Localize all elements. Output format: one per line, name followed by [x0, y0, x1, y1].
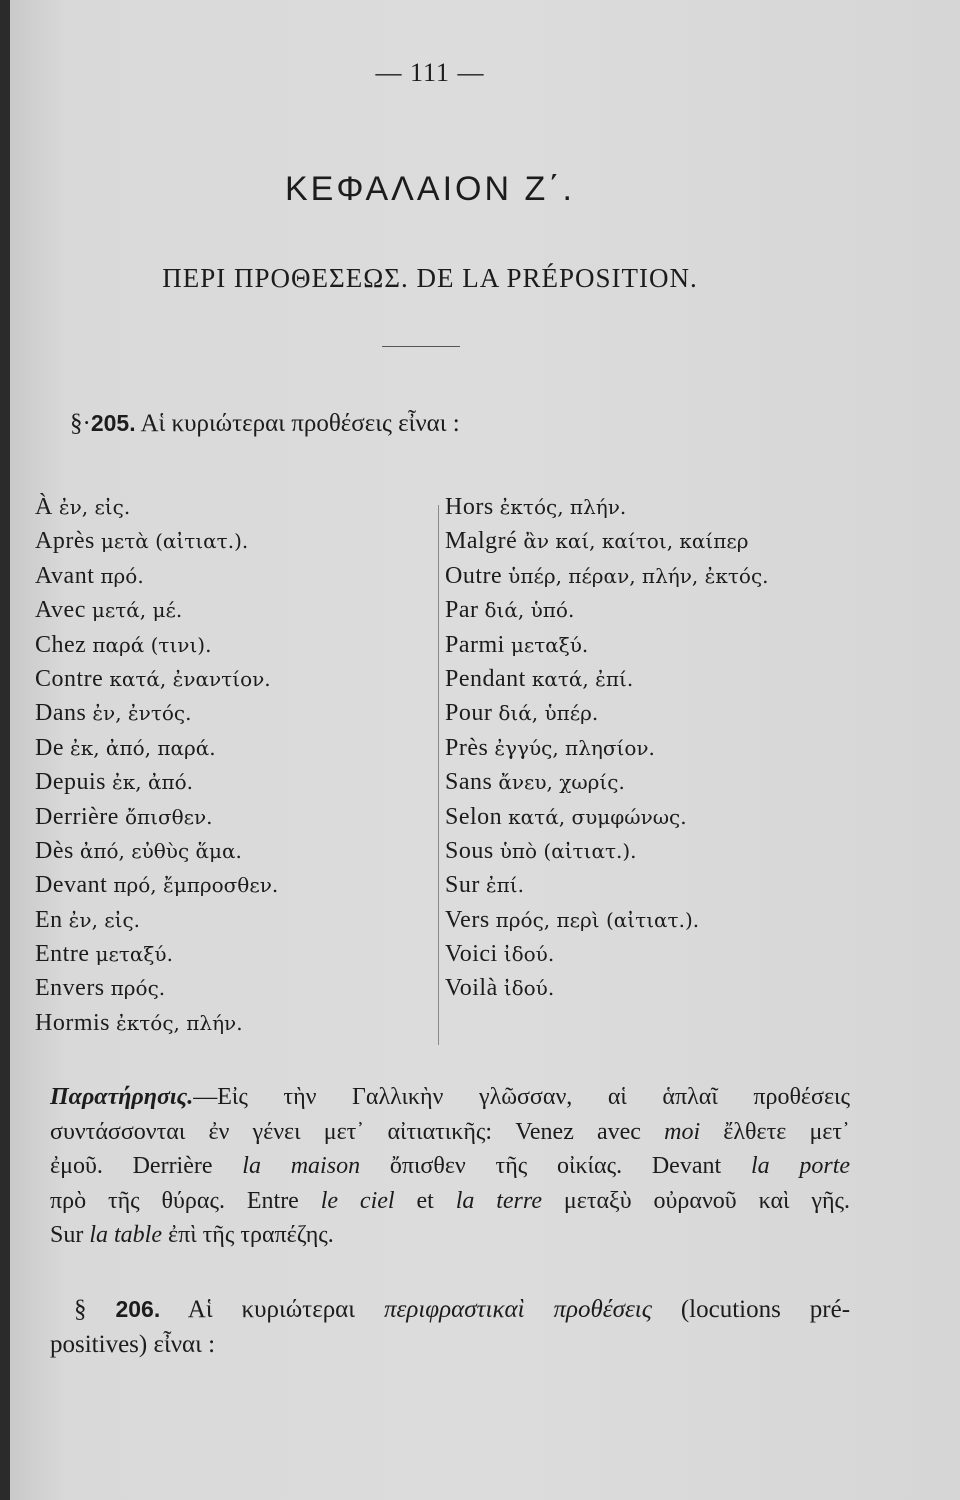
- observation-line-4: πρὸ τῆς θύρας. Entre le ciel et la terre μεταξὺ οὐρανοῦ καὶ γῆς.: [50, 1187, 851, 1214]
- observation-label: Παρατήρησις.: [50, 1084, 194, 1110]
- french-preposition: Dès: [35, 837, 74, 864]
- greek-equivalent: ἰδού.: [503, 976, 555, 1001]
- preposition-entry: [35, 524, 278, 558]
- preposition-entry: [445, 731, 769, 765]
- greek-equivalent: ἐν, εἰς.: [58, 495, 131, 519]
- observation-line-1: Παρατήρησις.—Εἰς τὴν Γαλλικὴν γλῶσσαν, αἱ ἁπλαῖ προθέσεις: [50, 1084, 850, 1110]
- section-206-line-2: positives) εἶναι :: [50, 1331, 216, 1358]
- observation-line-5: Sur la table ἐπὶ τῆς τραπέζης.: [50, 1222, 334, 1248]
- preposition-entry: [445, 868, 769, 902]
- french-preposition: Chez: [35, 631, 87, 658]
- preposition-entry: [445, 696, 769, 730]
- preposition-entry: [35, 971, 278, 1005]
- french-preposition: Envers: [35, 975, 105, 1002]
- section-206-line-1: § 206. Αἱ κυριώτεραι περιφραστικαὶ προθέσεις (locutions pré-: [74, 1296, 851, 1323]
- greek-equivalent: ὑπὸ (αἰτιατ.).: [499, 838, 637, 863]
- preposition-entry: [445, 800, 769, 834]
- book-page: [10, 0, 960, 1500]
- greek-equivalent: ἰδού.: [503, 942, 555, 967]
- preposition-entry: [35, 937, 278, 971]
- french-preposition: Hormis: [35, 1009, 110, 1036]
- french-preposition: Pour: [445, 700, 493, 727]
- preposition-entry: [445, 628, 769, 662]
- french-preposition: De: [35, 734, 64, 761]
- french-preposition: Après: [35, 528, 95, 555]
- preposition-entry: [445, 490, 769, 524]
- greek-equivalent: διά, ὑπέρ.: [498, 701, 599, 726]
- preposition-entry: [35, 800, 278, 834]
- french-preposition: Près: [445, 734, 489, 761]
- section-number: 205.: [90, 410, 136, 436]
- french-preposition: Depuis: [35, 769, 106, 796]
- preposition-entry: [445, 971, 769, 1005]
- french-preposition: Contre: [35, 665, 104, 692]
- greek-equivalent: μεταξύ.: [95, 942, 173, 967]
- greek-equivalent: μεταξύ.: [510, 632, 589, 657]
- preposition-entry: [445, 593, 769, 627]
- greek-equivalent: μετὰ (αἰτιατ.).: [100, 529, 249, 554]
- preposition-entry: [445, 765, 769, 799]
- greek-equivalent: πρός.: [110, 976, 166, 1001]
- greek-equivalent: ἀπό, εὐθὺς ἅμα.: [79, 838, 242, 863]
- french-preposition: Devant: [35, 872, 108, 899]
- preposition-column-right: [445, 490, 769, 1006]
- french-preposition: Entre: [35, 941, 90, 968]
- heading-rule: [382, 346, 460, 347]
- greek-equivalent: πρό.: [100, 563, 144, 588]
- french-preposition: À: [35, 494, 53, 520]
- french-preposition: Dans: [35, 700, 87, 727]
- column-divider: [438, 505, 439, 1045]
- french-preposition: Avec: [35, 597, 86, 624]
- greek-equivalent: ἐπί.: [485, 873, 524, 898]
- page-number: — 111 —: [375, 58, 485, 87]
- observation-paragraph: [50, 1080, 850, 1253]
- section-206-intro: [50, 1292, 850, 1362]
- preposition-entry: [35, 834, 278, 868]
- greek-equivalent: πρός, περὶ (αἰτιατ.).: [495, 907, 700, 932]
- greek-equivalent: κατά, ἐπί.: [531, 666, 634, 691]
- french-preposition: Derrière: [35, 803, 119, 830]
- french-preposition: Selon: [445, 803, 503, 830]
- preposition-entry: [35, 696, 278, 730]
- preposition-entry: [445, 662, 769, 696]
- french-preposition: Sur: [445, 872, 480, 899]
- section-heading: ΠΕΡΙ ΠΡΟΘΕΣΕΩΣ. DE LA PRÉPOSITION.: [162, 263, 698, 293]
- preposition-entry: [35, 628, 278, 662]
- french-preposition: Sous: [445, 837, 494, 864]
- section-text: Αἱ κυριώτεραι προθέσεις εἶναι :: [140, 410, 460, 437]
- greek-equivalent: μετά, μέ.: [91, 598, 183, 623]
- greek-equivalent: ἐν, εἰς.: [68, 907, 141, 932]
- observation-line-2: συντάσσονται ἐν γένει μετ᾿ αἰτιατικῆς: Venez avec moi ἔλθετε μετ᾿: [50, 1118, 851, 1145]
- preposition-entry: [35, 662, 278, 696]
- greek-equivalent: ἐκτός, πλήν.: [116, 1010, 243, 1035]
- greek-equivalent: ὄπισθεν.: [124, 804, 213, 829]
- greek-equivalent: πρό, ἔμπροσθεν.: [113, 873, 279, 898]
- greek-equivalent: παρά (τινι).: [92, 632, 212, 657]
- preposition-entry: [445, 903, 769, 937]
- french-preposition: Par: [445, 597, 479, 624]
- french-preposition: Outre: [445, 562, 503, 589]
- greek-equivalent: ὑπέρ, πέραν, πλήν, ἐκτός.: [508, 563, 769, 588]
- french-preposition: Pendant: [445, 665, 526, 692]
- section-205-intro: [70, 410, 460, 438]
- preposition-entry: [35, 731, 278, 765]
- greek-equivalent: ἐκ, ἀπό.: [112, 770, 193, 795]
- greek-equivalent: κατά, συμφώνως.: [508, 804, 687, 829]
- chapter-title: ΚΕΦΑΛΑΙΟΝ Ζ΄.: [285, 170, 575, 208]
- preposition-entry: [35, 490, 278, 524]
- observation-line-3: ἐμοῦ. Derrière la maison ὄπισθεν τῆς οἰκίας. Devant la porte: [50, 1153, 851, 1179]
- greek-equivalent: διά, ὑπό.: [484, 598, 575, 623]
- preposition-entry: [35, 903, 278, 937]
- french-preposition: En: [35, 906, 63, 933]
- french-preposition: Sans: [445, 769, 493, 796]
- preposition-entry: [35, 1006, 278, 1040]
- preposition-entry: [445, 834, 769, 868]
- greek-equivalent: ἂν καί, καίτοι, καίπερ: [523, 529, 749, 554]
- french-preposition: Voilà: [445, 975, 498, 1002]
- french-preposition: Parmi: [445, 631, 505, 658]
- greek-equivalent: ἄνευ, χωρίς.: [498, 770, 625, 795]
- french-preposition: Malgré: [445, 528, 518, 555]
- french-preposition: Hors: [445, 494, 494, 520]
- greek-equivalent: ἐκ, ἀπό, παρά.: [69, 735, 216, 760]
- preposition-entry: [445, 559, 769, 593]
- french-preposition: Avant: [35, 562, 95, 589]
- preposition-entry: [35, 593, 278, 627]
- greek-equivalent: ἐκτός, πλήν.: [499, 495, 627, 519]
- french-preposition: Vers: [445, 906, 490, 933]
- preposition-entry: [445, 937, 769, 971]
- preposition-entry: [35, 559, 278, 593]
- book-spine-edge: [0, 0, 10, 1500]
- french-preposition: Voici: [445, 941, 498, 968]
- preposition-column-left: [35, 490, 278, 1040]
- greek-equivalent: κατά, ἐναντίον.: [109, 666, 271, 691]
- preposition-entry: [445, 524, 769, 558]
- preposition-entry: [35, 868, 278, 902]
- section-mark: §·: [70, 410, 91, 437]
- greek-equivalent: ἐν, ἐντός.: [92, 701, 192, 726]
- preposition-entry: [35, 765, 278, 799]
- greek-equivalent: ἐγγύς, πλησίον.: [494, 735, 655, 760]
- section-number: 206.: [115, 1296, 161, 1322]
